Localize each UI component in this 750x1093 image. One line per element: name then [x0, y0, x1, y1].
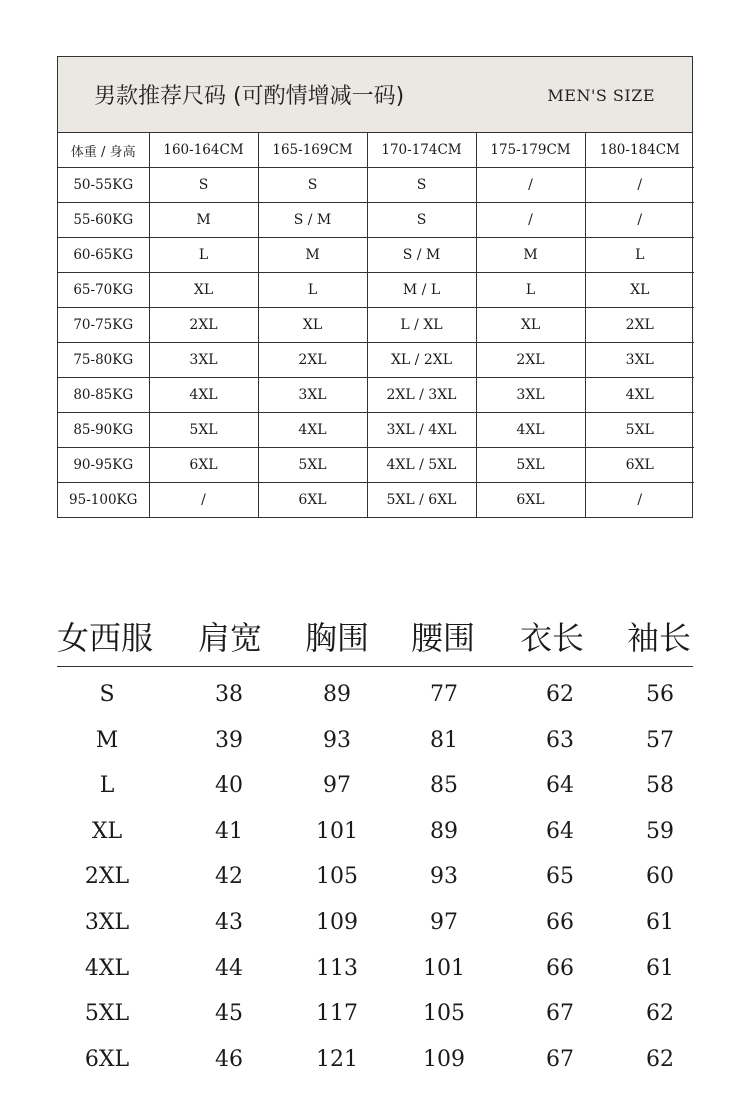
mens-cell: S: [149, 168, 258, 203]
mens-cell: S / M: [258, 203, 367, 238]
womens-table-row: [0, 956, 750, 1002]
mens-cell: /: [476, 203, 585, 238]
womens-size-header: [57, 608, 693, 667]
womens-cell: 58: [646, 773, 674, 799]
womens-cell: 97: [430, 910, 458, 935]
mens-cell: S: [367, 203, 476, 238]
mens-row-label: 70-75KG: [58, 308, 149, 343]
womens-cell: 77: [430, 682, 458, 707]
mens-cell: 3XL: [258, 378, 367, 413]
mens-cell: XL / 2XL: [367, 343, 476, 378]
womens-cell: 81: [430, 727, 458, 753]
mens-cell: XL: [476, 308, 585, 343]
mens-cell: /: [476, 168, 585, 203]
mens-cell: /: [149, 483, 258, 518]
mens-cell: 3XL: [476, 378, 585, 413]
mens-cell: 5XL: [149, 413, 258, 448]
womens-cell: 85: [430, 773, 458, 799]
womens-cell: 62: [646, 1046, 674, 1072]
womens-cell: 101: [423, 955, 465, 981]
mens-table-row: [58, 413, 694, 448]
mens-row-label: 60-65KG: [58, 238, 149, 273]
womens-table-row: [0, 1047, 750, 1093]
womens-cell: 93: [323, 727, 351, 753]
mens-size-chart: [57, 56, 693, 518]
womens-column-header: 袖长: [627, 619, 692, 657]
womens-cell: 121: [316, 1046, 358, 1072]
mens-cell: 2XL: [585, 308, 694, 343]
womens-cell: 45: [215, 1001, 243, 1027]
mens-cell: 3XL: [149, 343, 258, 378]
womens-column-header: 胸围: [305, 619, 370, 657]
womens-cell: 43: [215, 910, 243, 935]
mens-cell: /: [585, 168, 694, 203]
womens-size-label: XL: [91, 818, 123, 844]
womens-cell: 105: [316, 864, 358, 890]
womens-cell: 40: [215, 773, 243, 799]
mens-size-title: 男款推荐尺码 (可酌情增减一码): [94, 84, 405, 109]
womens-cell: 93: [430, 864, 458, 890]
mens-cell: S: [367, 168, 476, 203]
mens-cell: M: [476, 238, 585, 273]
womens-cell: 109: [423, 1046, 465, 1072]
mens-cell: S: [258, 168, 367, 203]
mens-cell: S / M: [367, 238, 476, 273]
womens-size-label: 5XL: [84, 1001, 130, 1027]
womens-cell: 61: [646, 910, 674, 935]
mens-cell: 5XL / 6XL: [367, 483, 476, 518]
mens-cell: 3XL: [585, 343, 694, 378]
mens-cell: 4XL: [258, 413, 367, 448]
mens-row-label: 55-60KG: [58, 203, 149, 238]
mens-cell: 3XL / 4XL: [367, 413, 476, 448]
womens-table-row: [0, 728, 750, 774]
womens-cell: 44: [215, 955, 243, 981]
mens-table-row: [58, 448, 694, 483]
womens-cell: 66: [546, 910, 574, 935]
mens-cell: 4XL: [476, 413, 585, 448]
mens-cell: XL: [258, 308, 367, 343]
womens-cell: 62: [646, 1001, 674, 1027]
mens-table-row: [58, 168, 694, 203]
womens-cell: 38: [215, 682, 243, 707]
womens-size-label: 3XL: [84, 910, 130, 935]
mens-cell: 5XL: [585, 413, 694, 448]
womens-size-label: 2XL: [84, 864, 130, 890]
womens-size-label: S: [99, 682, 115, 707]
womens-cell: 62: [546, 682, 574, 707]
mens-size-table: [58, 133, 694, 517]
mens-size-header: [58, 57, 692, 133]
mens-cell: 6XL: [149, 448, 258, 483]
mens-cell: 2XL: [258, 343, 367, 378]
womens-size-label: 6XL: [84, 1046, 130, 1072]
mens-cell: 170-174CM: [367, 133, 476, 168]
womens-cell: 59: [646, 818, 674, 844]
womens-column-header: 腰围: [411, 619, 476, 657]
mens-cell: 165-169CM: [258, 133, 367, 168]
mens-row-label: 75-80KG: [58, 343, 149, 378]
womens-cell: 39: [215, 727, 243, 753]
mens-size-subtitle: MEN'S SIZE: [547, 86, 655, 105]
mens-cell: 5XL: [476, 448, 585, 483]
mens-cell: 6XL: [258, 483, 367, 518]
mens-cell: M: [258, 238, 367, 273]
mens-cell: 4XL: [585, 378, 694, 413]
mens-cell: XL: [149, 273, 258, 308]
womens-table-row: [0, 773, 750, 819]
womens-cell: 64: [546, 818, 574, 844]
womens-size-label: M: [95, 727, 119, 753]
mens-cell: /: [637, 492, 643, 508]
womens-cell: 101: [316, 818, 358, 844]
mens-cell: 6XL: [476, 483, 585, 518]
mens-cell: 4XL / 5XL: [367, 448, 476, 483]
womens-cell: 63: [546, 727, 574, 753]
womens-column-header: 女西服: [57, 619, 154, 657]
mens-cell: L / XL: [367, 308, 476, 343]
mens-cell: XL: [585, 273, 694, 308]
womens-cell: 66: [546, 955, 574, 981]
mens-cell: 160-164CM: [149, 133, 258, 168]
mens-cell: /: [585, 203, 694, 238]
mens-cell: L: [476, 273, 585, 308]
womens-cell: 89: [430, 818, 458, 844]
womens-table-row: [0, 682, 750, 728]
womens-cell: 56: [646, 682, 674, 707]
mens-table-row: [58, 483, 694, 518]
mens-cell: 6XL: [585, 448, 694, 483]
mens-cell: 2XL / 3XL: [367, 378, 476, 413]
womens-cell: 41: [215, 818, 243, 844]
mens-table-row: [58, 343, 694, 378]
womens-table-row: [0, 864, 750, 910]
womens-table-row: [0, 819, 750, 865]
womens-cell: 89: [323, 682, 351, 707]
womens-column-header: 衣长: [520, 619, 585, 657]
womens-cell: 97: [323, 773, 351, 799]
mens-row-label: 90-95KG: [58, 448, 149, 483]
womens-cell: 64: [546, 773, 574, 799]
womens-table-row: [0, 910, 750, 956]
mens-table-row: [58, 238, 694, 273]
womens-cell: 46: [215, 1046, 243, 1072]
mens-cell: 175-179CM: [476, 133, 585, 168]
mens-cell: L: [585, 238, 694, 273]
womens-cell: 57: [646, 727, 674, 753]
mens-row-label: 95-100KG: [58, 483, 149, 518]
mens-row-label: 80-85KG: [58, 378, 149, 413]
mens-cell: M: [149, 203, 258, 238]
mens-row-label: 85-90KG: [58, 413, 149, 448]
womens-cell: 42: [215, 864, 243, 890]
mens-table-row: [58, 308, 694, 343]
womens-table-row: [0, 1001, 750, 1047]
mens-row-label: 体重 / 身高: [58, 133, 149, 168]
womens-cell: 67: [546, 1001, 574, 1027]
womens-cell: 109: [316, 910, 358, 935]
womens-cell: 61: [646, 955, 674, 981]
mens-cell: M / L: [367, 273, 476, 308]
mens-cell: 2XL: [149, 308, 258, 343]
mens-row-label: 65-70KG: [58, 273, 149, 308]
womens-size-label: 4XL: [84, 955, 130, 981]
mens-cell: 5XL: [258, 448, 367, 483]
mens-cell: 4XL: [149, 378, 258, 413]
womens-cell: 105: [423, 1001, 465, 1027]
womens-size-label: L: [99, 773, 115, 799]
mens-cell: L: [258, 273, 367, 308]
womens-column-header: 肩宽: [198, 619, 263, 657]
womens-cell: 60: [646, 864, 674, 890]
mens-table-row: [58, 203, 694, 238]
mens-table-header-row: [58, 133, 694, 168]
mens-cell: L: [149, 238, 258, 273]
womens-cell: 113: [316, 955, 358, 981]
womens-cell: 117: [316, 1001, 358, 1027]
womens-cell: 67: [546, 1046, 574, 1072]
mens-table-row: [58, 378, 694, 413]
mens-table-row: [58, 273, 694, 308]
mens-row-label: 50-55KG: [58, 168, 149, 203]
mens-cell: 2XL: [476, 343, 585, 378]
mens-cell: 180-184CM: [585, 133, 694, 168]
womens-cell: 65: [546, 864, 574, 890]
